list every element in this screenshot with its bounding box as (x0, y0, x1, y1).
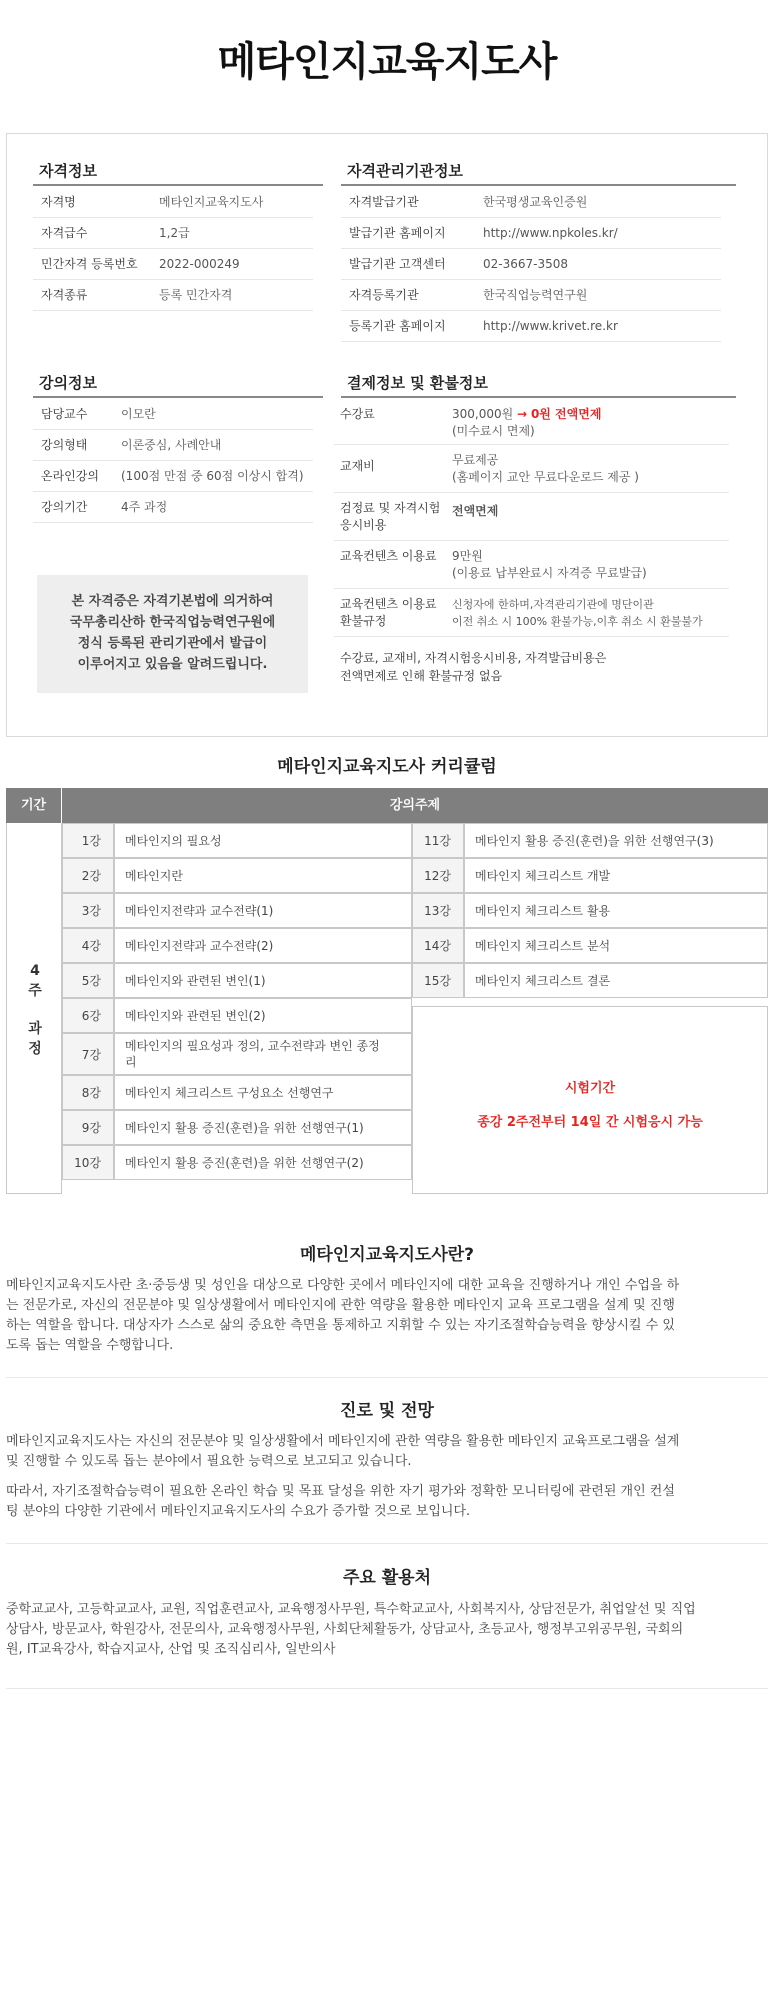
lecture-title (114, 1033, 412, 1075)
week-label-char: 정 (28, 1041, 42, 1057)
fee-note: (미수료시 면제) (452, 424, 535, 438)
page-title: 메타인지교육지도사 (217, 39, 557, 85)
lecture-row-format (33, 430, 313, 461)
qual-row-type (33, 280, 313, 311)
lecture-number: 6강 (62, 998, 114, 1033)
career-line: 메타인지교육지도사는 자신의 전문분야 및 일상생활에서 메타인지에 관한 역량을 활용한 메타인지 교육프로그램을 설계 (6, 1434, 680, 1449)
exam-period-desc: 종강 2주전부터 14일 간 시험응시 가능 (477, 1115, 703, 1130)
lecture-title: 메타인지 활용 증진(훈련)을 위한 선행연구(1) (114, 1110, 412, 1145)
usage-line: 원, IT교육강사, 학습지교사, 산업 및 조직심리사, 일반의사 (6, 1642, 336, 1657)
lecture-row-online (33, 461, 313, 492)
qualification-title: 자격정보 (39, 162, 97, 180)
exam-label-line: 응시비용 (340, 518, 387, 532)
lecture-title: 메타인지와 관련된 변인(2) (114, 998, 412, 1033)
footnote-line: 수강료, 교재비, 자격시험응시비용, 자격발급비용은 (340, 651, 607, 665)
agency-row-registrar (341, 280, 721, 311)
career-title: 진로 및 전망 (340, 1401, 434, 1421)
fee-price: 300,000원 (452, 407, 514, 421)
payment-label (340, 500, 440, 534)
agency-row-phone (341, 249, 721, 280)
lecture-number: 12강 (412, 858, 464, 893)
lecture-title: 강의정보 (39, 374, 97, 392)
lecture-label: 온라인강의 (41, 469, 99, 483)
lecture-title-line: 메타인지의 필요성과 정의, 교수전략과 변인 종정 (125, 1039, 380, 1053)
notice-line: 이루어지고 있음을 알려드립니다. (77, 657, 268, 672)
fee-arrow: → (517, 407, 528, 421)
payment-row-refund (334, 590, 729, 637)
payment-row-material (334, 446, 729, 493)
payment-row-exam (334, 494, 729, 541)
payment-value: 무료제공 (452, 453, 499, 467)
usage-line: 상담사, 방문교사, 학원강사, 전문의사, 교육행정사무원, 사회단체활동가, 상담교사, 초등교사, 행정부고위공무원, 국회의 (6, 1622, 684, 1637)
lecture-title: 메타인지란 (114, 858, 412, 893)
lecture-label: 강의기간 (41, 500, 88, 514)
fee-free: 0원 전액면제 (530, 407, 602, 421)
about-title: 메타인지교육지도사란? (299, 1245, 475, 1265)
qual-label: 자격급수 (41, 226, 88, 240)
lecture-label: 강의형태 (41, 438, 88, 452)
career-line: 및 진행할 수 있도록 돕는 분야에서 필요한 능력으로 보고되고 있습니다. (6, 1454, 412, 1469)
lecture-number: 7강 (62, 1033, 114, 1075)
notice-box (37, 575, 308, 693)
info-box (6, 133, 768, 737)
qual-label: 자격종류 (41, 288, 88, 302)
agency-label: 자격등록기관 (349, 288, 419, 302)
career-line: 팅 분야의 다양한 기관에서 메타인지교육지도사의 수요가 증가할 것으로 보입니다. (6, 1504, 471, 1519)
footnote-line: 전액면제로 인해 환불규정 없음 (340, 669, 503, 683)
lecture-number: 5강 (62, 963, 114, 998)
about-line: 메타인지교육지도사란 초·중등생 및 성인을 대상으로 다양한 곳에서 메타인지에 대한 교육을 진행하거나 개인 수업을 하 (6, 1278, 680, 1293)
week-num-char: 4 (30, 963, 40, 979)
qual-value: 등록 민간자격 (159, 288, 233, 302)
agency-value: 02-3667-3508 (483, 257, 569, 271)
payment-label: 교재비 (340, 459, 375, 473)
payment-value: 9만원 (452, 549, 483, 563)
qualification-divider (33, 184, 323, 186)
lecture-title: 메타인지 활용 증진(훈련)을 위한 선행연구(3) (464, 823, 768, 858)
lecture-number: 4강 (62, 928, 114, 963)
lecture-title: 메타인지 체크리스트 구성요소 선행연구 (114, 1075, 412, 1110)
agency-divider (341, 184, 736, 186)
lecture-number: 14강 (412, 928, 464, 963)
career-paragraph-2 (6, 1482, 768, 1522)
lecture-value: 4주 과정 (121, 500, 168, 514)
payment-label (340, 596, 437, 630)
qual-label: 자격명 (41, 195, 76, 209)
agency-title: 자격관리기관정보 (347, 162, 463, 180)
issuer-homepage-link[interactable]: http://www.npkoles.kr/ (483, 226, 618, 240)
section-divider (6, 1688, 768, 1689)
header-topic: 강의주제 (62, 788, 768, 823)
lecture-title: 메타인지와 관련된 변인(1) (114, 963, 412, 998)
qual-row-name (33, 187, 313, 218)
notice-line: 국무총리산하 한국직업능력연구원에 (69, 615, 276, 630)
section-divider (6, 1377, 768, 1378)
usage-title: 주요 활용처 (342, 1568, 432, 1588)
qual-value: 메타인지교육지도사 (159, 195, 264, 209)
qual-value: 2022-000249 (159, 257, 240, 271)
refund-value-line: 이전 취소 시 100% 환불가능,이후 취소 시 환불불가 (452, 615, 703, 628)
section-divider (6, 1543, 768, 1544)
notice-line: 본 자격증은 자격기본법에 의거하여 (71, 594, 274, 609)
about-line: 는 전문가로, 자신의 전문분야 및 일상생활에서 메타인지에 관한 역량을 활용한 메타인지 교육 프로그램을 설계 및 진행 (6, 1298, 675, 1313)
lecture-divider (33, 396, 323, 398)
lecture-number: 13강 (412, 893, 464, 928)
week-num (7, 961, 63, 1001)
week-cell (6, 823, 62, 1194)
lecture-title: 메타인지 활용 증진(훈련)을 위한 선행연구(2) (114, 1145, 412, 1180)
lecture-number: 11강 (412, 823, 464, 858)
agency-label: 등록기관 홈페이지 (349, 319, 446, 333)
qual-row-regno (33, 249, 313, 280)
lecture-number: 10강 (62, 1145, 114, 1180)
lecture-title-line: 리 (125, 1055, 137, 1069)
payment-row-content (334, 542, 729, 589)
lecture-value: 이론중심, 사례안내 (121, 438, 222, 452)
agency-label: 자격발급기관 (349, 195, 419, 209)
lecture-label: 담당교수 (41, 407, 88, 421)
week-num-char: 주 (28, 983, 42, 999)
lecture-number: 1강 (62, 823, 114, 858)
lecture-title: 메타인지 체크리스트 분석 (464, 928, 768, 963)
qual-row-grade (33, 218, 313, 249)
exam-period-title: 시험기간 (564, 1081, 616, 1096)
refund-value-line: 신청자에 한하며,자격관리기관에 명단이관 (452, 598, 654, 611)
lecture-title: 메타인지전략과 교수전략(1) (114, 893, 412, 928)
qual-value: 1,2급 (159, 226, 190, 240)
content-fee-note: (이용료 납부완료시 자격증 무료발급) (452, 566, 647, 580)
lecture-number: 2강 (62, 858, 114, 893)
career-paragraph-1 (6, 1432, 768, 1472)
exam-fee-value: 전액면제 (452, 504, 499, 518)
lecture-title: 메타인지의 필요성 (114, 823, 412, 858)
refund-label-line: 환불규정 (340, 614, 387, 628)
week-label (7, 1019, 63, 1059)
material-note: (홈페이지 교안 무료다운로드 제공 ) (452, 470, 639, 484)
lecture-title: 메타인지 체크리스트 활용 (464, 893, 768, 928)
usage-paragraph (6, 1600, 768, 1660)
lecture-row-professor (33, 399, 313, 430)
agency-label: 발급기관 홈페이지 (349, 226, 446, 240)
agency-row-reg-homepage (341, 311, 721, 342)
exam-cell (412, 1006, 768, 1194)
payment-footnote (340, 649, 606, 685)
lecture-number: 15강 (412, 963, 464, 998)
payment-value (452, 406, 601, 423)
week-label-char: 과 (28, 1021, 42, 1037)
exam-label-line: 검정료 및 자격시험 (340, 501, 441, 515)
qual-label: 민간자격 등록번호 (41, 257, 138, 271)
agency-row-homepage (341, 218, 721, 249)
lecture-title: 메타인지전략과 교수전략(2) (114, 928, 412, 963)
agency-value: 한국직업능력연구원 (483, 288, 588, 302)
lecture-row-period (33, 492, 313, 523)
agency-row-issuer (341, 187, 721, 218)
lecture-number: 8강 (62, 1075, 114, 1110)
curriculum-title: 메타인지교육지도사 커리큘럼 (277, 757, 497, 777)
lecture-value: (100점 만점 중 60점 이상시 합격) (121, 469, 304, 483)
payment-title: 결제정보 및 환불정보 (347, 374, 488, 392)
lecture-number: 3강 (62, 893, 114, 928)
payment-row-fee (334, 398, 729, 445)
about-line: 도록 돕는 역할을 수행합니다. (6, 1338, 174, 1353)
lecture-title: 메타인지 체크리스트 개발 (464, 858, 768, 893)
lecture-value: 이모란 (121, 407, 156, 421)
header-period: 기간 (6, 788, 61, 823)
career-line: 따라서, 자기조절학습능력이 필요한 온라인 학습 및 목표 달성을 위한 자기 평가와 정확한 모니터링에 관련된 개인 컨설 (6, 1484, 675, 1499)
payment-label: 교육컨텐츠 이용료 (340, 549, 437, 563)
usage-line: 중학교교사, 고등학교교사, 교원, 직업훈련교사, 교육행정사무원, 특수학교교사, 사회복지사, 상담전문가, 취업알선 및 직업 (6, 1602, 696, 1617)
payment-label: 수강료 (340, 407, 375, 421)
about-line: 하는 역할을 합니다. 대상자가 스스로 삶의 중요한 측면을 통제하고 지휘할 수 있는 자기조절학습능력을 향상시킬 수 있 (6, 1318, 675, 1333)
agency-label: 발급기관 고객센터 (349, 257, 446, 271)
about-paragraph (6, 1276, 768, 1356)
refund-label-line: 교육컨텐츠 이용료 (340, 597, 437, 611)
agency-value: 한국평생교육인증원 (483, 195, 588, 209)
lecture-title: 메타인지 체크리스트 결론 (464, 963, 768, 998)
notice-line: 정식 등록된 관리기관에서 발급이 (77, 636, 268, 651)
lecture-number: 9강 (62, 1110, 114, 1145)
registrar-homepage-link[interactable]: http://www.krivet.re.kr (483, 319, 618, 333)
